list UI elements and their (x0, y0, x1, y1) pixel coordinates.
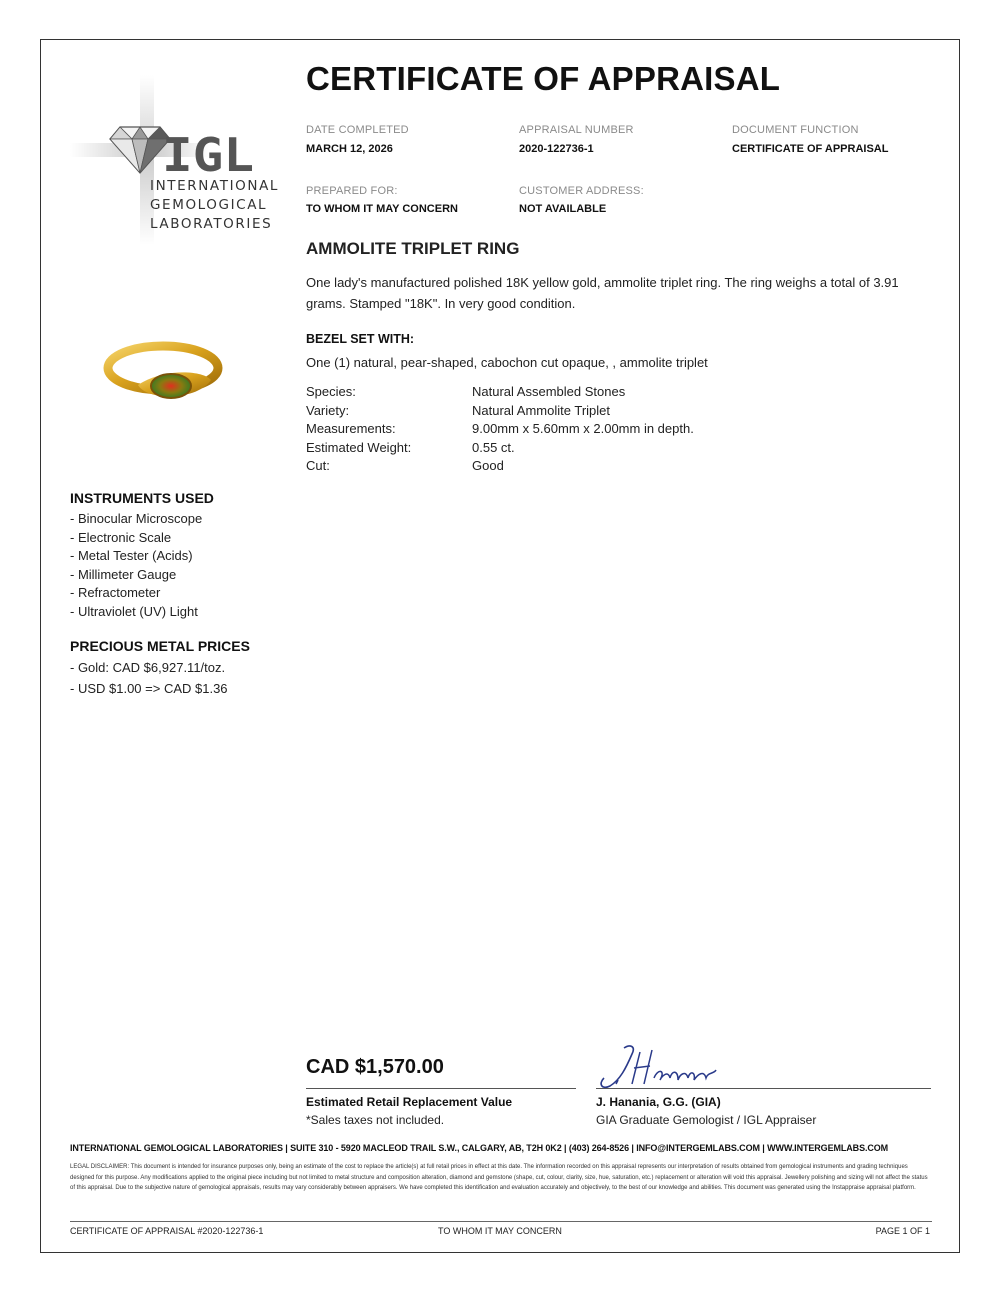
legal-disclaimer: LEGAL DISCLAIMER: This document is intended for insurance purposes only, being an estimate of the cost to replace the article(s) at full retail prices in effect at this date. The information recorded on this appraisal represents our interpretation of results obtained from gemological instruments and grading techniques designed for this purpose. Any modifications applied to the original piece including but not limited to metal structure and composition alteration, diamond and gemstone (shape, cut, colour, clarity, size, hue, saturation, etc.) replacement or alteration will void this appraisal. Jewellery polishing and sizing will not affect the status of this appraisal. Due to the subjective nature of gemological appraisals, results may vary considerably between appraisers. We have completed this identification and evaluation accurately and objectively, to the best of our knowledge and abilities. This document was generated using the Instappraise appraisal platform. (70, 1164, 928, 1191)
spec-value: 0.55 ct. (472, 439, 515, 455)
appraiser-title: GIA Graduate Gemologist / IGL Appraiser (596, 1113, 817, 1127)
logo-wordmark (150, 177, 280, 234)
value-divider (306, 1088, 576, 1089)
logo-name-line: GEMOLOGICAL (150, 197, 268, 213)
bezel-heading: BEZEL SET WITH: (306, 332, 415, 346)
footer-recipient: TO WHOM IT MAY CONCERN (438, 1226, 562, 1236)
metal-prices-list (70, 659, 228, 700)
spec-key: Species: (306, 384, 356, 399)
instruments-heading: INSTRUMENTS USED (70, 490, 214, 506)
document-function-label: DOCUMENT FUNCTION (732, 124, 859, 136)
spec-key: Variety: (306, 402, 350, 418)
customer-address-label: CUSTOMER ADDRESS: (519, 185, 644, 197)
spec-value: Good (472, 458, 504, 474)
list-item: - Millimeter Gauge (70, 566, 177, 582)
prepared-for-value: TO WHOM IT MAY CONCERN (306, 203, 458, 215)
footer-divider (70, 1221, 932, 1222)
date-label: DATE COMPLETED (306, 124, 409, 136)
list-item: - Gold: CAD $6,927.11/toz. (70, 660, 226, 675)
spec-value: 9.00mm x 5.60mm x 2.00mm in depth. (472, 421, 694, 437)
footer-page-number: PAGE 1 OF 1 (875, 1226, 930, 1236)
date-value: MARCH 12, 2026 (306, 143, 393, 155)
spec-value: Natural Assembled Stones (472, 384, 626, 399)
list-item: - USD $1.00 => CAD $1.36 (70, 680, 228, 696)
list-item: - Binocular Microscope (70, 511, 203, 526)
appraiser-name: J. Hanania, G.G. (GIA) (596, 1095, 721, 1109)
item-description: One lady's manufactured polished 18K yellow gold, ammolite triplet ring. The ring weighs a total of 3.91 grams. Stamped "18K". In very good condition. (306, 275, 899, 311)
metal-prices-heading: PRECIOUS METAL PRICES (70, 638, 250, 654)
contact-line: INTERNATIONAL GEMOLOGICAL LABORATORIES | SUITE 310 - 5920 MACLEOD TRAIL S.W., CALGARY, AB, T2H 0K2 | (403) 264-8526 | INFO@INTERGEMLABS.COM | WWW.INTERGEMLABS.COM (70, 1143, 889, 1153)
prepared-for-label: PREPARED FOR: (306, 185, 398, 197)
spec-key: Estimated Weight: (306, 439, 412, 455)
instruments-list (70, 510, 202, 621)
item-title: AMMOLITE TRIPLET RING (306, 239, 520, 258)
customer-address-value: NOT AVAILABLE (519, 203, 607, 215)
page-title: CERTIFICATE OF APPRAISAL (306, 60, 781, 97)
ring-image (103, 330, 223, 415)
list-item: - Ultraviolet (UV) Light (70, 603, 198, 619)
signature-line (596, 1088, 931, 1089)
list-item: - Metal Tester (Acids) (70, 548, 193, 563)
footer-certificate-number: CERTIFICATE OF APPRAISAL #2020-122736-1 (70, 1226, 264, 1236)
logo-name-line: INTERNATIONAL (150, 178, 280, 194)
list-item: - Electronic Scale (70, 529, 172, 545)
logo-name-line: LABORATORIES (150, 216, 273, 232)
tax-note: *Sales taxes not included. (306, 1113, 445, 1127)
bezel-description: One (1) natural, pear-shaped, cabochon cut opaque, , ammolite triplet (306, 355, 708, 370)
spec-value: Natural Ammolite Triplet (472, 402, 610, 418)
list-item: - Refractometer (70, 585, 161, 600)
document-function-value: CERTIFICATE OF APPRAISAL (732, 143, 889, 155)
appraisal-number-label: APPRAISAL NUMBER (519, 124, 634, 136)
spec-key: Measurements: (306, 421, 396, 437)
spec-key: Cut: (306, 458, 330, 474)
value-label: Estimated Retail Replacement Value (306, 1095, 513, 1109)
appraisal-number-value: 2020-122736-1 (519, 143, 594, 155)
logo-initials: IGL (162, 128, 254, 182)
appraised-value: CAD $1,570.00 (306, 1056, 444, 1078)
